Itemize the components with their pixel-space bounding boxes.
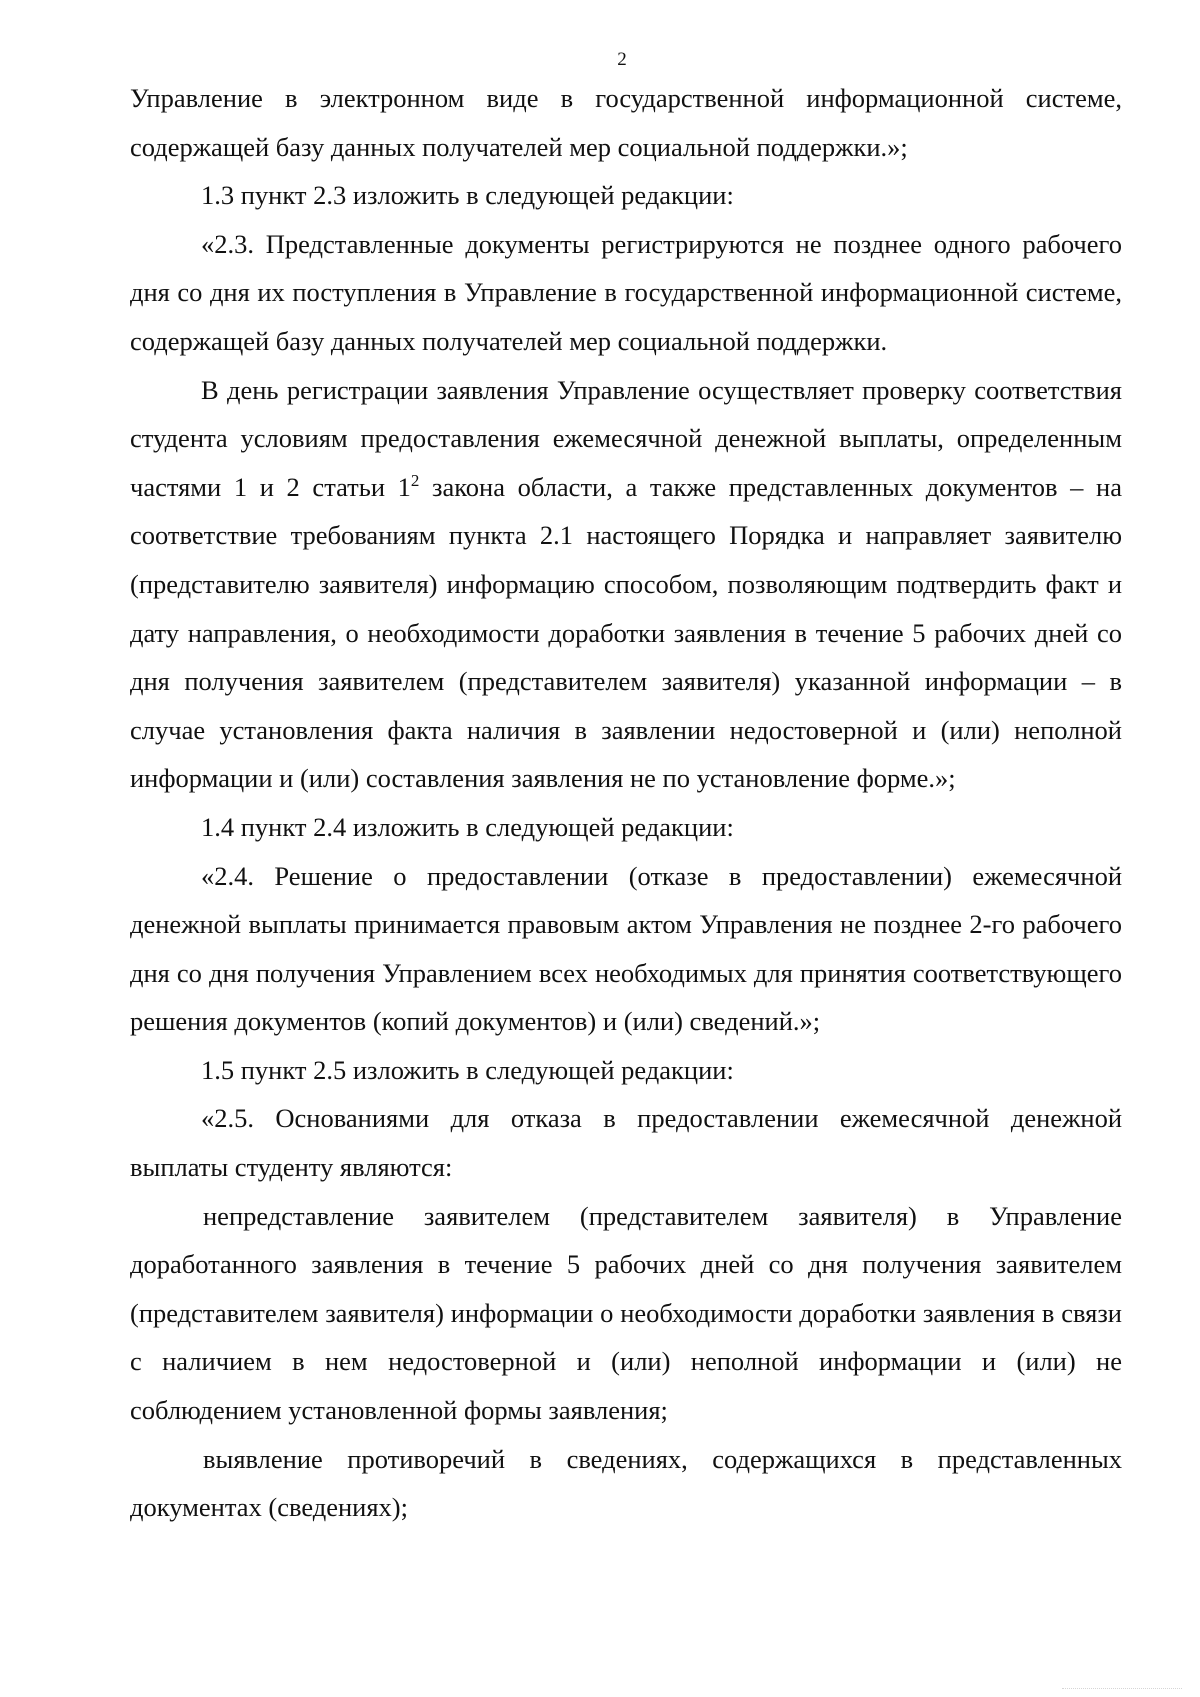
paragraph-text-part: закона области, а также представленных документов – на соответствие требованиям пункта 2.1 настоящего Порядка и направляет заявителю (представителю заявителя) информацию способом, позволяющим подтвердить факт и дату направления, о необходимости доработки заявления в течение 5 рабочих дней со дня получения заявителем (представителем заявителя) указанной информации – в случае установления факта наличия в заявлении недостоверной и (или) неполной информации и (или) составления заявления не по установление форме.»; — [130, 471, 1122, 794]
paragraph-item-1-5: 1.5 пункт 2.5 изложить в следующей редакции: — [201, 1054, 734, 1085]
document-body — [130, 74, 1122, 1532]
paragraph-clause-2-3: «2.3. Представленные документы регистрируются не позднее одного рабочего дня со дня их поступления в Управление в государственной информационной системе, содержащей базу данных получателей мер социальной поддержки. — [130, 228, 1122, 356]
paragraph-item-1-4: 1.4 пункт 2.4 изложить в следующей редакции: — [201, 811, 734, 842]
paragraph-item-1-3: 1.3 пункт 2.3 изложить в следующей редакции: — [201, 180, 734, 211]
scan-artifact — [1062, 1678, 1182, 1689]
paragraph-continuation: Управление в электронном виде в государственной информационной системе, содержащей базу данных получателей мер социальной поддержки.»; — [130, 83, 1122, 162]
page-number: 2 — [617, 49, 627, 70]
superscript-article-number: 2 — [410, 470, 420, 490]
paragraph-registration-check — [130, 366, 1122, 803]
paragraph-clause-2-5: «2.5. Основаниями для отказа в предоставлении ежемесячной денежной выплаты студенту являются: — [130, 1103, 1122, 1183]
paragraph-refusal-ground-1: непредставление заявителем (представителем заявителя) в Управление доработанного заявления в течение 5 рабочих дней со дня получения заявителем (представителем заявителя) информации о необходимости доработки заявления в связи с наличием в нем недостоверной и (или) неполной информации и (или) не соблюдением установленной формы заявления; — [130, 1200, 1122, 1426]
paragraph-refusal-ground-2: выявление противоречий в сведениях, содержащихся в представленных документах (сведениях); — [130, 1443, 1122, 1523]
paragraph-text-part: В день регистрации заявления Управление осуществляет проверку соответствия студента условиям предоставления ежемесячной денежной выплаты, определенным частями 1 и 2 статьи 1 — [130, 374, 1122, 502]
paragraph-clause-2-4: «2.4. Решение о предоставлении (отказе в предоставлении) ежемесячной денежной выплаты принимается правовым актом Управления не позднее 2-го рабочего дня со дня получения Управлением всех необходимых для принятия соответствующего решения документов (копий документов) и (или) сведений.»; — [130, 860, 1122, 1037]
